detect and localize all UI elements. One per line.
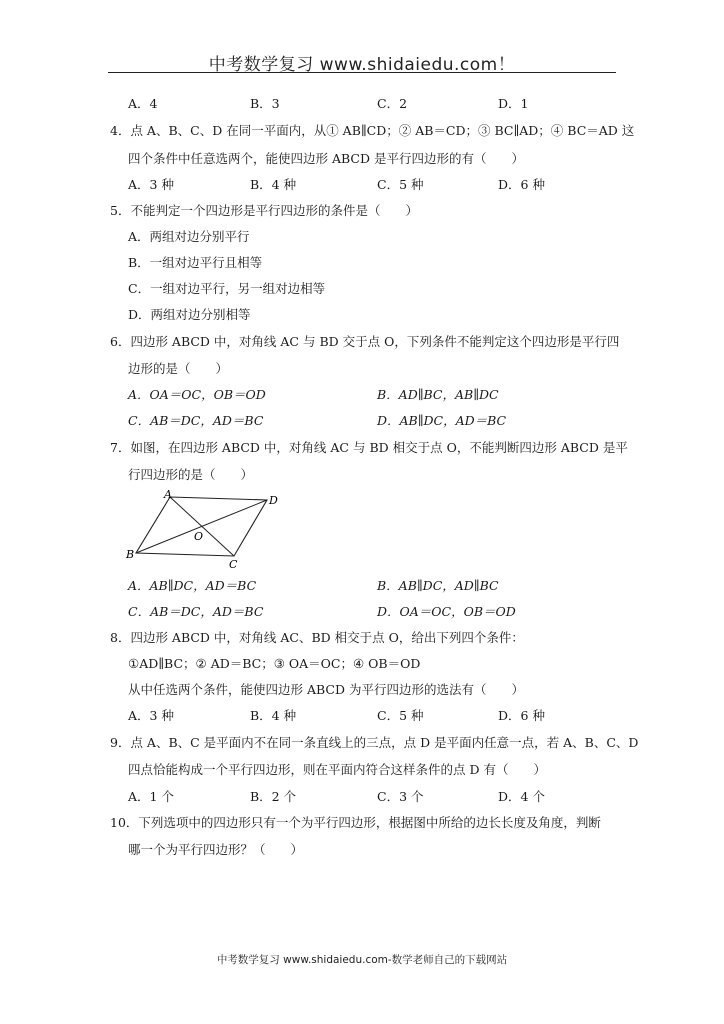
q8-option-d: D．6 种 [498, 708, 545, 723]
q7-option-d: D．OA＝OC，OB＝OD [377, 604, 516, 619]
q8-option-a: A．3 种 [128, 708, 174, 723]
label-b: B [126, 548, 135, 561]
q3-option-c: C．2 [377, 96, 408, 111]
q4-stem-line1: 4．点 A、B、C、D 在同一平面内，从① AB∥CD；② AB＝CD；③ BC∥AD；④ BC＝AD 这 [110, 123, 635, 138]
q5-option-a: A．两组对边分别平行 [128, 229, 250, 244]
q3-option-d: D．1 [498, 96, 529, 111]
label-d: D [269, 494, 278, 507]
q7-option-a: A．AB∥DC，AD＝BC [128, 578, 257, 593]
label-c: C [229, 558, 238, 570]
q8-option-c: C．5 种 [377, 708, 424, 723]
q10-stem-line2: 哪一个为平行四边形？（ ） [128, 842, 304, 857]
q5-stem: 5．不能判定一个四边形是平行四边形的条件是（ ） [110, 203, 418, 218]
page-header-title: 中考数学复习 www.shidaiedu.com！ [208, 55, 516, 75]
q4-option-d: D．6 种 [498, 177, 545, 192]
q5-option-b: B．一组对边平行且相等 [128, 255, 263, 270]
q5-option-c: C．一组对边平行，另一组对边相等 [128, 281, 326, 296]
q10-stem-line1: 10．下列选项中的四边形只有一个为平行四边形，根据图中所给的边长长度及角度，判断 [110, 815, 601, 830]
q6-option-a: A．OA＝OC，OB＝OD [128, 387, 266, 402]
label-o: O [194, 530, 204, 543]
header-divider [108, 72, 616, 73]
q6-option-c: C．AB＝DC，AD＝BC [128, 413, 264, 428]
q9-stem-line2: 四点恰能构成一个平行四边形，则在平面内符合这样条件的点 D 有（ ） [128, 762, 546, 777]
label-a: A [164, 488, 172, 501]
q4-stem-line2: 四个条件中任意选两个，能使四边形 ABCD 是平行四边形的有（ ） [128, 151, 524, 166]
q3-option-a: A．4 [128, 96, 158, 111]
q9-stem-line1: 9．点 A、B、C 是平面内不在同一条直线上的三点，点 D 是平面内任意一点，若 A、B、C、D [110, 735, 639, 750]
diagonal-bd [136, 500, 267, 553]
q8-conditions: ①AD∥BC；② AD＝BC；③ OA＝OC；④ OB＝OD [128, 656, 421, 671]
q5-option-d: D．两组对边分别相等 [128, 307, 251, 322]
q6-stem-line2: 边形的是（ ） [128, 361, 229, 376]
q4-option-c: C．5 种 [377, 177, 424, 192]
q4-option-b: B．4 种 [250, 177, 297, 192]
q6-stem-line1: 6．四边形 ABCD 中，对角线 AC 与 BD 交于点 O，下列条件不能判定这个四边形是平行四 [110, 334, 620, 349]
page-footer: 中考数学复习 www.shidaiedu.com-数学老师自己的下载网站 [216, 954, 508, 966]
q8-option-b: B．4 种 [250, 708, 297, 723]
q6-option-d: D．AB∥DC，AD＝BC [377, 413, 507, 428]
q4-option-a: A．3 种 [128, 177, 174, 192]
q9-option-b: B．2 个 [250, 789, 297, 804]
q3-option-b: B．3 [250, 96, 280, 111]
q9-option-a: A．1 个 [128, 789, 174, 804]
q9-option-c: C．3 个 [377, 789, 424, 804]
q7-option-c: C．AB＝DC，AD＝BC [128, 604, 264, 619]
q7-stem-line1: 7．如图，在四边形 ABCD 中，对角线 AC 与 BD 相交于点 O，不能判断四边形 ABCD 是平 [110, 440, 628, 455]
q7-stem-line2: 行四边形的是（ ） [128, 467, 254, 482]
q7-option-b: B．AB∥DC，AD∥BC [377, 578, 499, 593]
q8-stem-line1: 8．四边形 ABCD 中，对角线 AC、BD 相交于点 O，给出下列四个条件： [110, 630, 524, 645]
q8-stem-line3: 从中任选两个条件，能使四边形 ABCD 为平行四边形的选法有（ ） [128, 682, 524, 697]
q9-option-d: D．4 个 [498, 789, 545, 804]
parallelogram-figure [122, 488, 282, 570]
q6-option-b: B．AD∥BC，AB∥DC [377, 387, 499, 402]
